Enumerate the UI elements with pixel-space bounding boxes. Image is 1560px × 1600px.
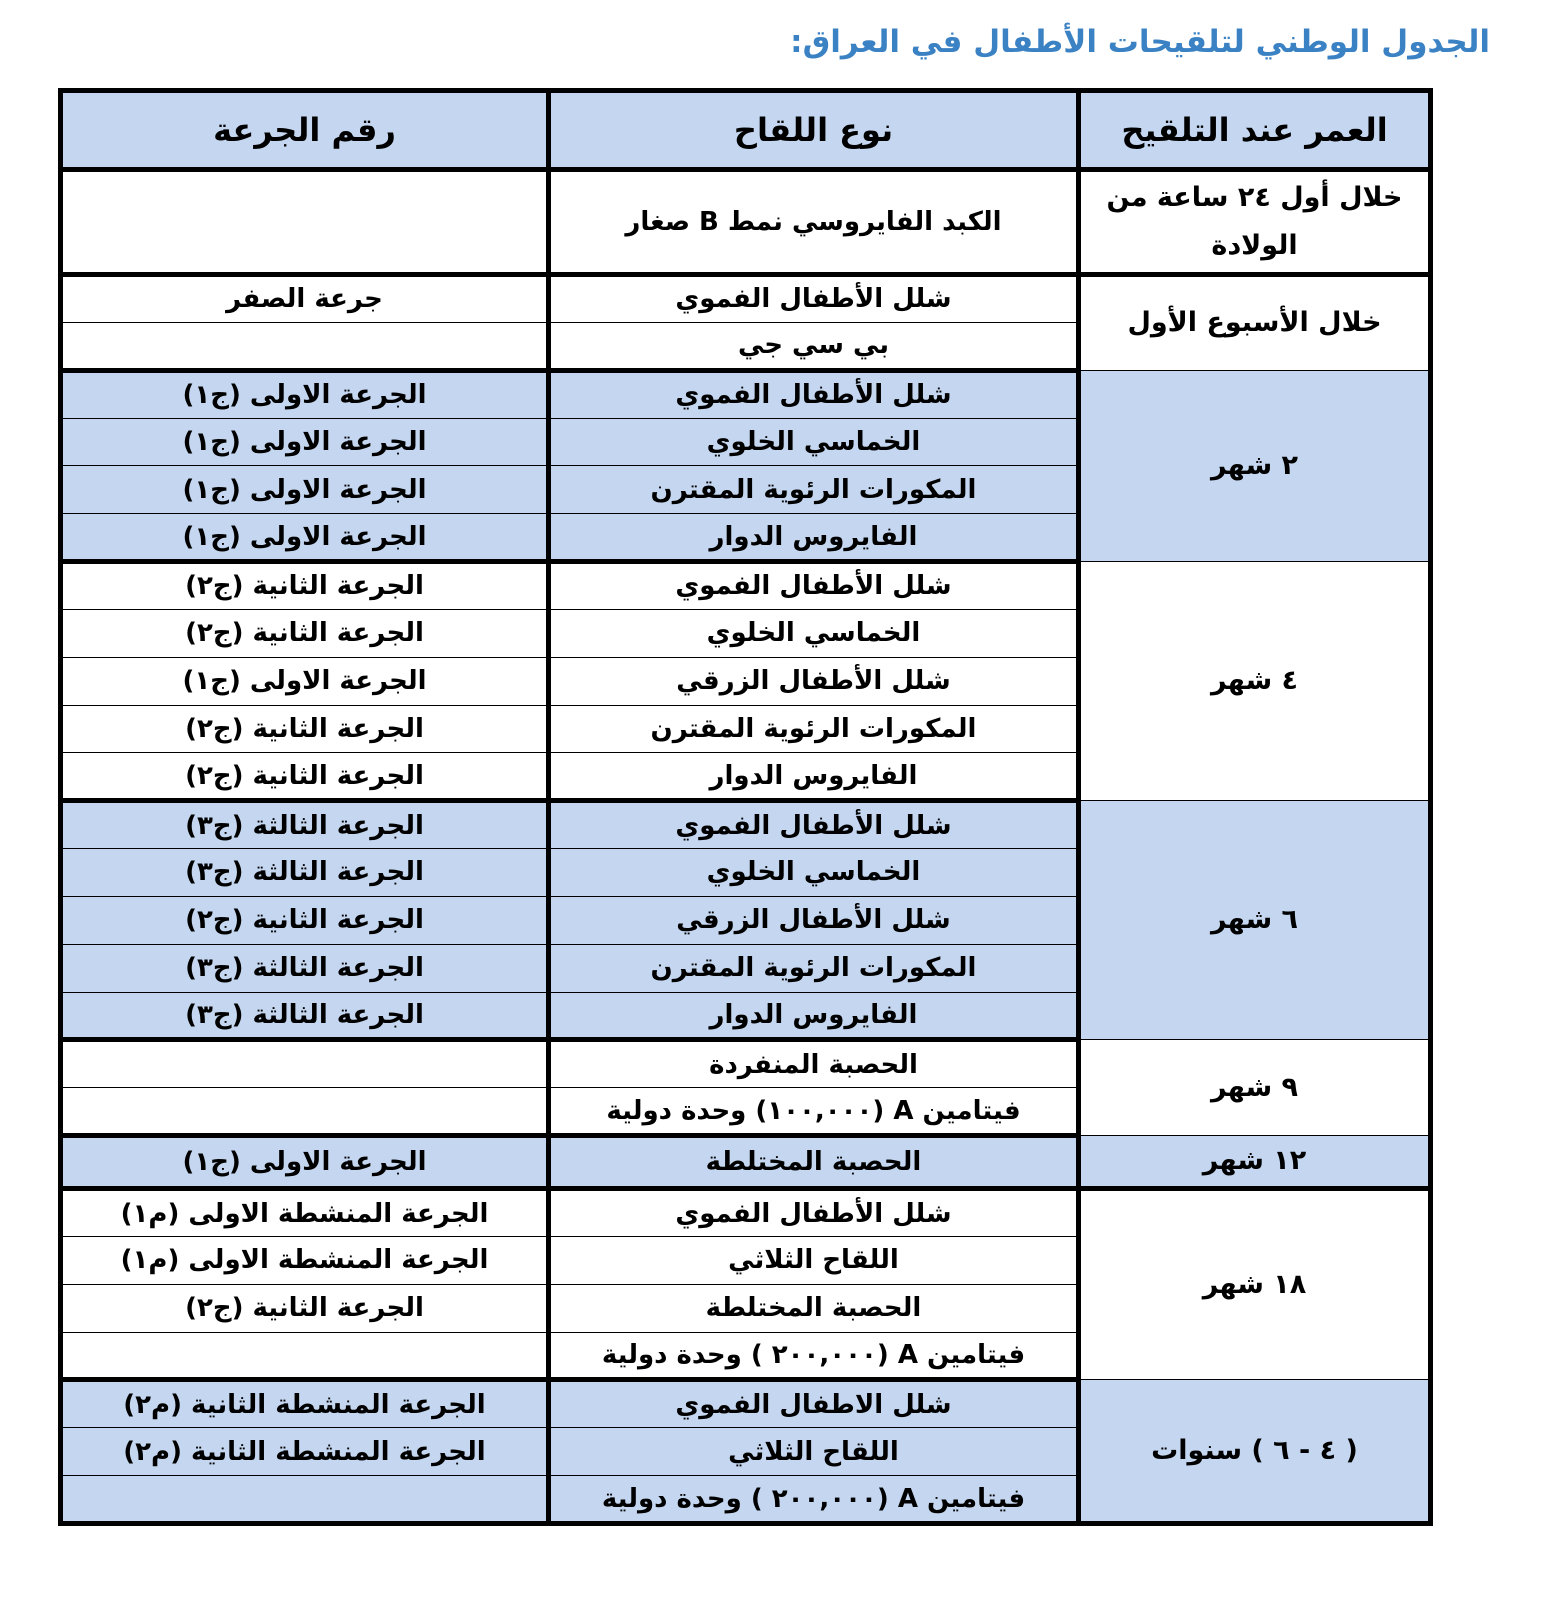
vaccine-cell: الفايروس الدوار — [549, 514, 1079, 562]
dose-cell — [61, 1476, 549, 1524]
vaccine-cell: المكورات الرئوية المقترن — [549, 944, 1079, 992]
vaccine-cell: الحصبة المختلطة — [549, 1136, 1079, 1189]
vaccine-cell: الكبد الفايروسي نمط B صغار — [549, 170, 1079, 275]
dose-cell: الجرعة الاولى (ج١) — [61, 1136, 549, 1189]
dose-cell: الجرعة المنشطة الاولى (م١) — [61, 1236, 549, 1284]
vaccine-cell: الفايروس الدوار — [549, 753, 1079, 801]
dose-cell: الجرعة الثانية (ج٢) — [61, 705, 549, 753]
table-row — [61, 562, 1431, 610]
dose-cell: الجرعة الاولى (ج١) — [61, 466, 549, 514]
dose-cell: الجرعة الثالثة (ج٣) — [61, 944, 549, 992]
vaccine-cell: الخماسي الخلوي — [549, 418, 1079, 466]
vaccine-cell: الخماسي الخلوي — [549, 609, 1079, 657]
dose-cell: الجرعة المنشطة الاولى (م١) — [61, 1189, 549, 1237]
dose-cell — [61, 322, 549, 370]
vaccine-cell: الحصبة المختلطة — [549, 1284, 1079, 1332]
dose-cell: الجرعة المنشطة الثانية (م٢) — [61, 1380, 549, 1428]
table-row — [61, 370, 1431, 418]
header-row — [61, 91, 1431, 170]
age-cell: ٢ شهر — [1079, 370, 1431, 561]
dose-cell: الجرعة الاولى (ج١) — [61, 370, 549, 418]
header-age: العمر عند التلقيح — [1079, 91, 1431, 170]
age-cell: ٤ شهر — [1079, 562, 1431, 801]
dose-cell: الجرعة الثانية (ج٢) — [61, 562, 549, 610]
vaccine-cell: شلل الأطفال الفموي — [549, 1189, 1079, 1237]
age-cell: خلال أول ٢٤ ساعة من الولادة — [1079, 170, 1431, 275]
dose-cell — [61, 170, 549, 275]
table-row — [61, 170, 1431, 275]
vaccine-cell: بي سي جي — [549, 322, 1079, 370]
age-cell: ١٨ شهر — [1079, 1189, 1431, 1380]
age-group — [61, 170, 1431, 275]
dose-cell: الجرعة الاولى (ج١) — [61, 514, 549, 562]
page-title: الجدول الوطني لتلقيحات الأطفال في العراق: — [790, 24, 1490, 60]
vaccine-cell: اللقاح الثلاثي — [549, 1428, 1079, 1476]
dose-cell: الجرعة الثانية (ج٢) — [61, 1284, 549, 1332]
vaccine-cell: شلل الأطفال الزرقي — [549, 657, 1079, 705]
vaccine-cell: فيتامين A (٢٠٠,٠٠٠ ) وحدة دولية — [549, 1476, 1079, 1524]
vaccine-cell: المكورات الرئوية المقترن — [549, 705, 1079, 753]
vaccine-cell: الحصبة المنفردة — [549, 1040, 1079, 1088]
age-cell: خلال الأسبوع الأول — [1079, 275, 1431, 371]
dose-cell: الجرعة الثانية (ج٢) — [61, 609, 549, 657]
dose-cell: الجرعة الاولى (ج١) — [61, 657, 549, 705]
vaccine-cell: شلل الأطفال الفموي — [549, 275, 1079, 323]
vaccine-cell: شلل الأطفال الفموي — [549, 562, 1079, 610]
dose-cell — [61, 1332, 549, 1380]
header-vaccine: نوع اللقاح — [549, 91, 1079, 170]
header-dose: رقم الجرعة — [61, 91, 549, 170]
vaccine-cell: المكورات الرئوية المقترن — [549, 466, 1079, 514]
vaccination-schedule-table — [58, 88, 1433, 1526]
table-row — [61, 1136, 1431, 1189]
vaccine-cell: شلل الأطفال الزرقي — [549, 896, 1079, 944]
vaccine-cell: فيتامين A (٢٠٠,٠٠٠ ) وحدة دولية — [549, 1332, 1079, 1380]
vaccine-cell: فيتامين A (١٠٠,٠٠٠) وحدة دولية — [549, 1088, 1079, 1136]
dose-cell: الجرعة الثالثة (ج٣) — [61, 801, 549, 849]
vaccine-cell: الفايروس الدوار — [549, 992, 1079, 1040]
dose-cell: الجرعة الثالثة (ج٣) — [61, 992, 549, 1040]
age-cell: ١٢ شهر — [1079, 1136, 1431, 1189]
dose-cell: الجرعة الثانية (ج٢) — [61, 753, 549, 801]
age-group — [61, 275, 1431, 371]
age-group — [61, 1189, 1431, 1380]
table-row — [61, 1189, 1431, 1237]
age-group — [61, 1380, 1431, 1524]
age-group — [61, 562, 1431, 801]
age-cell: ٦ شهر — [1079, 801, 1431, 1040]
table-row — [61, 801, 1431, 849]
dose-cell: الجرعة المنشطة الثانية (م٢) — [61, 1428, 549, 1476]
table-row — [61, 275, 1431, 323]
dose-cell: الجرعة الاولى (ج١) — [61, 418, 549, 466]
vaccine-cell: الخماسي الخلوي — [549, 849, 1079, 897]
age-cell: ( ٤ - ٦ ) سنوات — [1079, 1380, 1431, 1524]
age-group — [61, 1136, 1431, 1189]
vaccine-cell: شلل الاطفال الفموي — [549, 1380, 1079, 1428]
age-group — [61, 801, 1431, 1040]
table-row — [61, 1040, 1431, 1088]
dose-cell: الجرعة الثانية (ج٢) — [61, 896, 549, 944]
dose-cell — [61, 1088, 549, 1136]
age-group — [61, 1040, 1431, 1136]
vaccine-cell: اللقاح الثلاثي — [549, 1236, 1079, 1284]
dose-cell — [61, 1040, 549, 1088]
dose-cell: جرعة الصفر — [61, 275, 549, 323]
vaccine-cell: شلل الأطفال الفموي — [549, 801, 1079, 849]
age-cell: ٩ شهر — [1079, 1040, 1431, 1136]
dose-cell: الجرعة الثالثة (ج٣) — [61, 849, 549, 897]
vaccine-cell: شلل الأطفال الفموي — [549, 370, 1079, 418]
age-group — [61, 370, 1431, 561]
table-row — [61, 1380, 1431, 1428]
